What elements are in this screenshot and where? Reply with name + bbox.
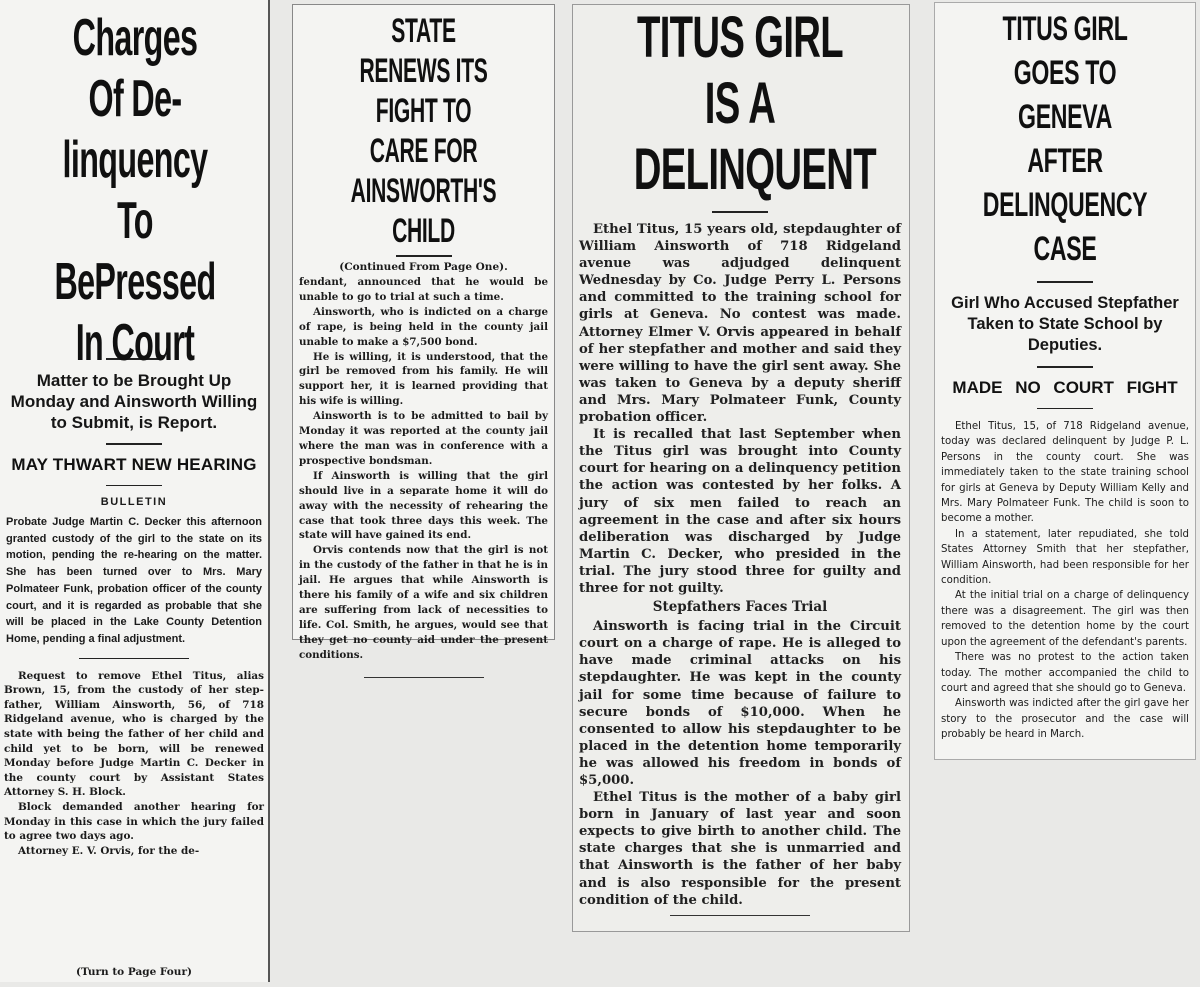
paragraph: At the initial trial on a charge of delinquency there was a disagreement. The girl was then removed to the detention home by the court upon the agreement of the defendant's parents. xyxy=(941,590,1189,648)
article-body xyxy=(4,669,264,859)
clipping-state-renews-fight xyxy=(292,4,555,661)
paragraph: Attorney E. V. Orvis, for the de- xyxy=(18,844,200,857)
headline: STATE RENEWS ITS FIGHT TO CARE FOR AINSWORTH'S CHILD xyxy=(350,12,497,250)
end-rule xyxy=(364,677,484,678)
headline: TITUS GIRL IS A DELINQUENT xyxy=(633,5,876,202)
clipping-titus-girl-geneva xyxy=(934,2,1196,760)
turn-line: (Turn to Page Four) xyxy=(76,966,192,978)
end-rule xyxy=(670,915,810,916)
paragraph: Ainsworth was indicted after the girl gave her story to the prosecutor and the case will probably be heard in March. xyxy=(941,698,1189,741)
bulletin-label: BULLETIN xyxy=(100,496,168,508)
divider xyxy=(1037,366,1093,368)
divider xyxy=(1037,281,1093,283)
paragraph: Orvis contends now that the girl is not in the custody of the father in that he is in jail. He argues that while Ainsworth is there his family of a wife and six children are suffering from lack of necessities to life. Col. Smith, he argues, would see that they get no county aid under the present conditions. xyxy=(299,544,548,661)
article-body xyxy=(579,221,901,909)
clipping-delinquency-charges xyxy=(0,0,270,982)
subheadline: Stepfathers Faces Trial xyxy=(652,599,828,616)
paragraph: In a statement, later repudiated, she told States Attorney Smith that her stepfather, William Ainsworth, had been responsible for her condition. xyxy=(941,528,1189,587)
headline: Charges Of De-linquency To BePressed In Court xyxy=(54,9,216,372)
paragraph: Ainsworth is facing trial in the Circuit court on a charge of rape. He is alleged to have made criminal attacks on his stepdaughter. He was kept in the county jail for some time because of failure to secure bonds of $10,000. When he consented to allow his stepdaughter to be placed in the detention home temporarily he was allowed his freedom in bonds of $5,000. xyxy=(579,619,901,788)
divider xyxy=(106,485,162,486)
paragraph: Ainsworth, who is indicted on a charge of rape, is being held in the county jail unable to make a $7,500 bond. xyxy=(299,305,548,348)
paragraph: Ethel Titus, 15, of 718 Ridgeland avenue, today was declared delinquent by Judge P. L. Persons in the county court. She was immediately taken to the state training school for girls at Geneva by Deputy William Kelly and Mrs. Mary Polmateer Funk. The child is soon to become a mother. xyxy=(941,421,1189,525)
paragraph: Block demanded another hearing for Monday in this case in which the jury failed to agree two days ago. xyxy=(4,800,264,843)
clipping-titus-girl-delinquent xyxy=(572,4,910,932)
subheadline: MAY THWART NEW HEARING xyxy=(11,455,257,474)
article-body xyxy=(941,419,1189,743)
paragraph: Ethel Titus, 15 years old, stepdaughter of William Ainsworth of 718 Ridgeland avenue was adjudged delinquent Wednesday by Co. Judge Perry L. Persons and committed to the training school for girls at Geneva. No contest was made. Attorney Elmer V. Orvis appeared in behalf of her stepfather and mother and said they were willing to have the girl sent away. She was taken to Geneva by a deputy sheriff and Mrs. Mary Polmateer Funk, County probation officer. xyxy=(579,222,901,426)
deck: Matter to be Brought Up Monday and Ainsworth Willing to Submit, is Report. xyxy=(10,371,258,432)
subheadline: MADE NO COURT FIGHT xyxy=(952,378,1178,397)
divider xyxy=(396,255,452,257)
paragraph: Ethel Titus is the mother of a baby girl born in January of last year and soon expects to give birth to another child. The state charges that she is unmarried and that Ainsworth is the father of her baby and is also responsible for the present condition of the child. xyxy=(579,790,901,908)
paragraph: There was no protest to the action taken today. The mother accompanied the child to court and agreed that she should go to Geneva. xyxy=(941,652,1189,694)
divider xyxy=(1037,408,1093,409)
paragraph: fendant, announced that he would be unable to go to trial at such a time. xyxy=(299,276,548,303)
paragraph: It is recalled that last September when the Titus girl was brought into County court for hearing on a delinquency petition the action was contested by her folks. A jury of six men failed to reach an agreement in the case and after six hours deliberation was discharged by Judge Martin C. Decker, who presided in the trial. The jury stood three for guilty and three for not guilty. xyxy=(579,427,901,596)
deck: Girl Who Accused Stepfather Taken to State School by Deputies. xyxy=(951,294,1179,354)
divider xyxy=(79,658,189,659)
headline: TITUS GIRL GOES TO GENEVA AFTER DELINQUENCY CASE xyxy=(982,10,1148,268)
paragraph: Request to remove Ethel Titus, alias Brown, 15, from the custody of her step-father, William Ainsworth, 56, of 718 Ridgeland avenue, who is charged by the state with being the father of her child and child yet to be born, will be renewed Monday before Judge Martin C. Decker in the county court by Assistant States Attorney S. H. Block. xyxy=(4,669,264,799)
paragraph: He is willing, it is understood, that the girl be removed from his family. He will support her, it is learned providing that his wife is willing. xyxy=(299,350,548,408)
bulletin-text: Probate Judge Martin C. Decker this afternoon granted custody of the girl to the state on its motion, pending the re-hearing on the matter. She has been turned over to Mrs. Mary Polmateer Funk, probation officer of the county court, and it is regarded as probable that she will be placed in the Lake County Detention Home, pending a final adjustment. xyxy=(6,516,262,645)
paragraph: Ainsworth is to be admitted to bail by Monday it was reported at the county jail where the man was in conference with a prospective bondsman. xyxy=(299,410,548,467)
article-body xyxy=(299,275,548,663)
paragraph: If Ainsworth is willing that the girl should live in a separate home it will do away with the necessity of rehearing the case that took three days this week. The state will have gained its end. xyxy=(299,469,548,542)
divider xyxy=(106,443,162,445)
divider xyxy=(712,211,768,213)
continued-line: (Continued From Page One). xyxy=(339,261,508,273)
